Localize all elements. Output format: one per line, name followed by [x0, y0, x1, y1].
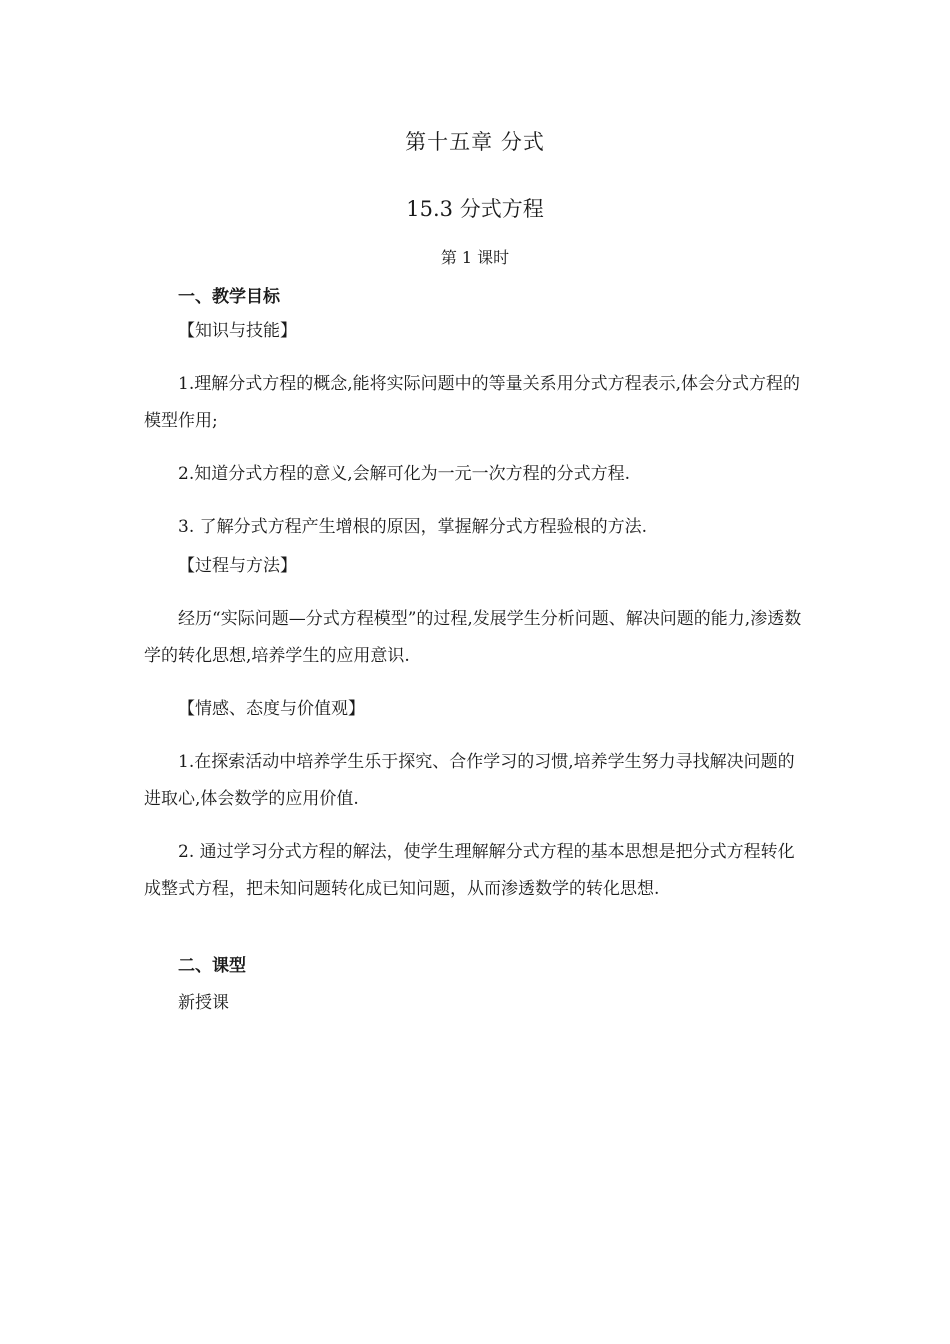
knowledge-label: 【知识与技能】 — [178, 321, 297, 341]
knowledge-item-2: 2.知道分式方程的意义,会解可化为一元一次方程的分式方程. — [178, 464, 631, 484]
process-label: 【过程与方法】 — [178, 556, 297, 576]
lesson-title: 第 1 课时 — [440, 248, 510, 267]
emotion-item-2: 2. 通过学习分式方程的解法，使学生理解解分式方程的基本思想是把分式方程转化成整式方程，把未知问题转化成已知问题，从而渗透数学的转化思想. — [144, 842, 795, 899]
section-title: 15.3 分式方程 — [406, 197, 544, 221]
knowledge-item-1: 1.理解分式方程的概念,能将实际问题中的等量关系用分式方程表示,体会分式方程的模型作用; — [144, 374, 801, 431]
lesson-type-heading: 二、课型 — [178, 956, 246, 976]
emotion-label: 【情感、态度与价值观】 — [178, 699, 365, 719]
process-text: 经历“实际问题—分式方程模型”的过程,发展学生分析问题、解决问题的能力,渗透数学的转化思想,培养学生的应用意识. — [144, 609, 802, 666]
chapter-title: 第十五章 分式 — [405, 130, 545, 154]
emotion-item-1: 1.在探索活动中培养学生乐于探究、合作学习的习惯,培养学生努力寻找解决问题的进取心,体会数学的应用价值. — [144, 752, 795, 809]
objectives-heading: 一、教学目标 — [178, 287, 280, 307]
knowledge-item-3: 3. 了解分式方程产生增根的原因，掌握解分式方程验根的方法. — [178, 517, 648, 537]
lesson-type-value: 新授课 — [178, 993, 229, 1013]
